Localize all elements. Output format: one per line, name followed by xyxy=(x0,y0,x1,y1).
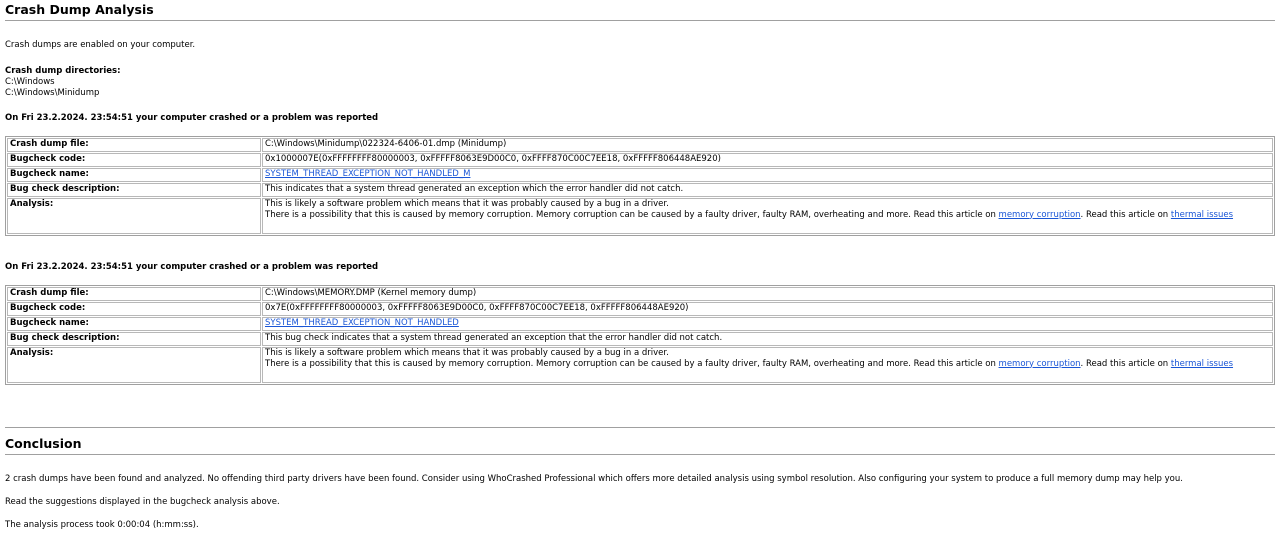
file-value: C:\Windows\Minidump\022324-6406-01.dmp (Minidump) xyxy=(262,138,1273,152)
code-label: Bugcheck code: xyxy=(7,153,261,167)
conclusion-summary: 2 crash dumps have been found and analyzed. No offending third party drivers have been found. Consider using WhoCrashed Professional which offers more detailed analysis using symbol resolution. Also configuring your system to produce a full memory dump may help you. xyxy=(5,474,1183,484)
table-row xyxy=(7,138,1273,152)
directory-item: C:\Windows\Minidump xyxy=(5,88,100,98)
analysis-label: Analysis: xyxy=(7,347,261,383)
file-value: C:\Windows\MEMORY.DMP (Kernel memory dump) xyxy=(262,287,1273,301)
name-label: Bugcheck name: xyxy=(7,168,261,182)
analysis-value xyxy=(262,347,1273,383)
memory-corruption-link[interactable]: memory corruption xyxy=(998,209,1081,220)
table-row xyxy=(7,153,1273,167)
conclusion-divider xyxy=(5,454,1275,455)
thermal-issues-link[interactable]: thermal issues xyxy=(1170,209,1234,220)
table-row xyxy=(7,168,1273,182)
analysis-label: Analysis: xyxy=(7,198,261,234)
table-row xyxy=(7,347,1273,383)
crash-table xyxy=(5,285,1275,385)
dumps-enabled-text: Crash dumps are enabled on your computer. xyxy=(5,40,196,50)
conclusion-suggestion: Read the suggestions displayed in the bugcheck analysis above. xyxy=(5,497,280,507)
analysis-mid-text: . Read this article on xyxy=(1080,358,1171,369)
table-row xyxy=(7,332,1273,346)
analysis-line2: There is a possibility that this is caused by memory corruption. Memory corruption can be caused by a faulty driver, faulty RAM, overheating and more. Read this article on xyxy=(265,209,999,220)
analysis-duration: The analysis process took 0:00:04 (h:mm:ss). xyxy=(5,520,199,530)
conclusion-top-divider xyxy=(5,427,1275,428)
code-value: 0x1000007E(0xFFFFFFFF80000003, 0xFFFFF8063E9D00C0, 0xFFFF870C00C7EE18, 0xFFFFF806448AE920) xyxy=(262,153,1273,167)
memory-corruption-link[interactable]: memory corruption xyxy=(998,358,1081,369)
analysis-line1: This is likely a software problem which means that it was probably caused by a bug in a driver. xyxy=(265,199,669,209)
code-value: 0x7E(0xFFFFFFFF80000003, 0xFFFFF8063E9D00C0, 0xFFFF870C00C7EE18, 0xFFFFF806448AE920) xyxy=(262,302,1273,316)
code-label: Bugcheck code: xyxy=(7,302,261,316)
thermal-issues-link[interactable]: thermal issues xyxy=(1170,358,1234,369)
name-cell xyxy=(262,168,1273,182)
crash-heading: On Fri 23.2.2024. 23:54:51 your computer crashed or a problem was reported xyxy=(5,113,379,123)
table-row xyxy=(7,183,1273,197)
table-row xyxy=(7,317,1273,331)
table-row xyxy=(7,302,1273,316)
table-row xyxy=(7,198,1273,234)
title-divider xyxy=(5,20,1275,21)
analysis-mid-text: . Read this article on xyxy=(1080,209,1171,220)
page-title: Crash Dump Analysis xyxy=(5,2,154,17)
crash-heading: On Fri 23.2.2024. 23:54:51 your computer crashed or a problem was reported xyxy=(5,262,379,272)
name-label: Bugcheck name: xyxy=(7,317,261,331)
file-label: Crash dump file: xyxy=(7,138,261,152)
description-label: Bug check description: xyxy=(7,183,261,197)
conclusion-title: Conclusion xyxy=(5,436,82,451)
description-value: This bug check indicates that a system thread generated an exception that the error handler did not catch. xyxy=(262,332,1273,346)
name-cell xyxy=(262,317,1273,331)
analysis-line2: There is a possibility that this is caused by memory corruption. Memory corruption can be caused by a faulty driver, faulty RAM, overheating and more. Read this article on xyxy=(265,358,999,369)
analysis-line1: This is likely a software problem which means that it was probably caused by a bug in a driver. xyxy=(265,348,669,358)
directories-label: Crash dump directories: xyxy=(5,66,121,76)
description-value: This indicates that a system thread generated an exception which the error handler did not catch. xyxy=(262,183,1273,197)
directory-item: C:\Windows xyxy=(5,77,55,87)
crash-table xyxy=(5,136,1275,236)
bugcheck-name-link[interactable]: SYSTEM_THREAD_EXCEPTION_NOT_HANDLED_M xyxy=(265,169,471,179)
file-label: Crash dump file: xyxy=(7,287,261,301)
table-row xyxy=(7,287,1273,301)
description-label: Bug check description: xyxy=(7,332,261,346)
bugcheck-name-link[interactable]: SYSTEM_THREAD_EXCEPTION_NOT_HANDLED xyxy=(265,318,459,328)
analysis-value xyxy=(262,198,1273,234)
